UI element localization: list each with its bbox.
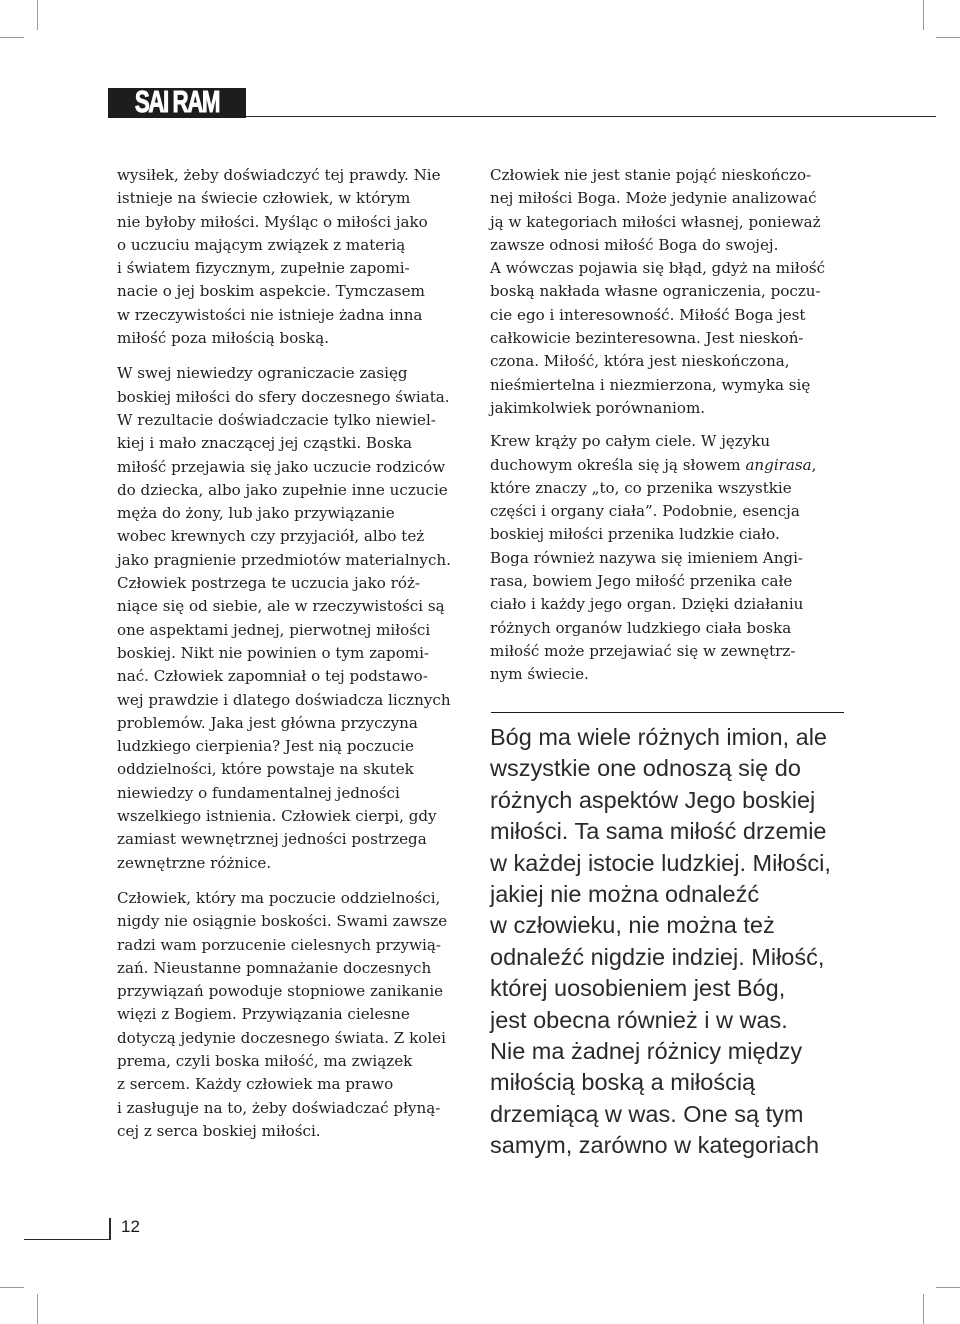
- text-line: więzi z Bogiem. Przywiązania cielesne: [117, 1005, 410, 1024]
- text-line: cie ego i interesowność. Miłość Boga jest: [490, 305, 806, 324]
- text-line: boskiej. Nikt nie powinien o tym zapomi-: [117, 643, 430, 662]
- pull-quote: [490, 722, 850, 1161]
- text-line: jakimkolwiek porównaniom.: [490, 398, 706, 417]
- quote-line: której uosobieniem jest Bóg,: [490, 975, 786, 1002]
- text-line: ją w kategoriach miłości własnej, ponieważ: [490, 212, 821, 231]
- page-number: 12: [121, 1217, 140, 1236]
- italic-term: angirasa: [745, 455, 812, 474]
- quote-line: odnaleźć nigdzie indziej. Miłość,: [490, 943, 825, 970]
- text-line: i światem fizycznym, zupełnie zapomi-: [117, 259, 410, 278]
- quote-line: samym, zarówno w kategoriach: [490, 1132, 820, 1159]
- crop-mark: [37, 1294, 38, 1324]
- quote-divider: [491, 712, 844, 713]
- text-line: prema, czyli boska miłość, ma związek: [117, 1051, 413, 1070]
- brand-title: SAI RAM: [134, 84, 220, 119]
- text-line: do dziecka, albo jako zupełnie inne uczucie: [117, 480, 448, 499]
- text-line: części i organy ciała”. Podobnie, esencja: [490, 502, 800, 521]
- text-line: wobec krewnych czy przyjaciół, albo też: [117, 527, 425, 546]
- crop-mark: [936, 1287, 960, 1288]
- text-line: radzi wam porzucenie cielesnych przywią-: [117, 935, 441, 954]
- text-line: Człowiek, który ma poczucie oddzielności,: [117, 888, 441, 907]
- footer-divider: [109, 1218, 111, 1240]
- text-line: wszelkiego istnienia. Człowiek cierpi, gdy: [117, 807, 437, 826]
- quote-line: w człowieku, nie można też: [490, 912, 775, 939]
- text-line: o uczuciu mającym związek z materią: [117, 235, 406, 254]
- text-line: zań. Nieustanne pomnażanie doczesnych: [117, 958, 432, 977]
- text-line: nie byłoby miłości. Myśląc o miłości jako: [117, 212, 428, 231]
- text-line: z sercem. Każdy człowiek ma prawo: [117, 1075, 394, 1094]
- text-line: ciało i każdy jego organ. Dzięki działaniu: [490, 595, 804, 614]
- text-line: problemów. Jaka jest główna przyczyna: [117, 713, 418, 732]
- paragraph: [117, 362, 477, 875]
- quote-line: Nie ma żadnej różnicy między: [490, 1037, 803, 1064]
- text-line: w rzeczywistości nie istnieje żadna inna: [117, 305, 423, 324]
- paragraph: [490, 164, 860, 420]
- text-line: całkowicie bezinteresowna. Jest nieskoń-: [490, 329, 804, 348]
- text-line: wej prawdzie i dlatego doświadcza licznych: [117, 690, 451, 709]
- text-line: zewnętrzne różnice.: [117, 853, 272, 872]
- crop-mark: [923, 0, 924, 30]
- text-line: niące się od siebie, ale w rzeczywistości są: [117, 597, 445, 616]
- text-line: czona. Miłość, która jest nieskończona,: [490, 352, 790, 371]
- text-line: oddzielności, które powstaje na skutek: [117, 760, 414, 779]
- text-line: Krew krąży po całym ciele. W języku: [490, 432, 771, 451]
- quote-line: jakiej nie można odnaleźć: [490, 880, 760, 907]
- text-line: kiej i mało znaczącej jej cząstki. Boska: [117, 434, 412, 453]
- text-line: zawsze odnosi miłość Boga do swojej.: [490, 235, 779, 254]
- text-line: które znaczy „to, co przenika wszystkie: [490, 478, 792, 497]
- header-brand-bar: [108, 84, 246, 119]
- text-line: różnych organów ludzkiego ciała boska: [490, 618, 792, 637]
- quote-line: miłości. Ta sama miłość drzemie: [490, 818, 827, 845]
- crop-mark: [0, 37, 24, 38]
- paragraph: [490, 430, 860, 686]
- text-line: boską nakłada własne ograniczenia, poczu-: [490, 282, 821, 301]
- text-line: W rezultacie doświadczacie tylko niewiel-: [117, 410, 436, 429]
- text-line: dotyczą jedynie doczesnego świata. Z kolei: [117, 1028, 446, 1047]
- quote-line: w każdej istocie ludzkiej. Miłości,: [490, 849, 831, 876]
- text-line: miłość może przejawiać się w zewnętrz-: [490, 641, 796, 660]
- text-line: one aspektami jednej, pierwotnej miłości: [117, 620, 431, 639]
- left-column: [117, 164, 477, 1143]
- text-line: przywiązań powoduje stopniowe zanikanie: [117, 982, 444, 1001]
- text-line: nieśmiertelna i niezmierzona, wymyka się: [490, 375, 811, 394]
- text-line: i zasługuje na to, żeby doświadczać płyną-: [117, 1098, 441, 1117]
- text-line: cej z serca boskiej miłości.: [117, 1121, 321, 1140]
- text-line: W swej niewiedzy ograniczacie zasięg: [117, 364, 408, 383]
- text-line: boskiej miłości przenika ludzkie ciało.: [490, 525, 780, 544]
- crop-mark: [936, 37, 960, 38]
- crop-mark: [37, 0, 38, 30]
- text-line: nać. Człowiek zapomniał o tej podstawo-: [117, 667, 428, 686]
- quote-line: wszystkie one odnoszą się do: [490, 755, 801, 782]
- text-line: niewiedzy o fundamentalnej jedności: [117, 783, 400, 802]
- text-segment: duchowym określa się ją słowem: [490, 455, 746, 474]
- text-line: miłość poza miłością boską.: [117, 329, 329, 348]
- text-line: istnieje na świecie człowiek, w którym: [117, 189, 411, 208]
- crop-mark: [923, 1294, 924, 1324]
- text-line: A wówczas pojawia się błąd, gdyż na miłość: [490, 259, 826, 278]
- quote-line: miłością boską a miłością: [490, 1069, 756, 1096]
- footer-rule: [24, 1239, 110, 1240]
- crop-mark: [0, 1287, 24, 1288]
- quote-line: Bóg ma wiele różnych imion, ale: [490, 724, 827, 750]
- quote-line: drzemiącą w was. One są tym: [490, 1100, 804, 1127]
- paragraph: [117, 887, 477, 1143]
- text-line: wysiłek, żeby doświadczyć tej prawdy. Nie: [117, 166, 441, 184]
- text-line: nigdy nie osiągnie boskości. Swami zawsze: [117, 912, 448, 931]
- text-line: jako pragnienie przedmiotów materialnych.: [117, 550, 451, 569]
- text-line: miłość przejawia się jako uczucie rodziców: [117, 457, 446, 476]
- text-line: nacie o jej boskim aspekcie. Tymczasem: [117, 282, 425, 301]
- quote-line: jest obecna również i w was.: [490, 1006, 788, 1033]
- text-segment: ,: [811, 455, 817, 474]
- header-rule: [246, 116, 936, 117]
- text-line: męża do żony, lub jako przywiązanie: [117, 504, 395, 523]
- text-line: nej miłości Boga. Może jedynie analizować: [490, 189, 817, 208]
- text-line: rasa, bowiem Jego miłość przenika całe: [490, 572, 793, 591]
- quote-line: różnych aspektów Jego boskiej: [490, 786, 816, 813]
- text-line: Boga również nazywa się imieniem Angi-: [490, 548, 804, 567]
- right-column: [490, 164, 860, 687]
- text-line: boskiej miłości do sfery doczesnego świata.: [117, 387, 450, 406]
- text-line: [490, 454, 860, 477]
- paragraph: [117, 164, 477, 350]
- text-line: nym świecie.: [490, 665, 589, 684]
- text-line: zamiast wewnętrznej jedności postrzega: [117, 830, 427, 849]
- text-line: Człowiek nie jest stanie pojąć nieskończo-: [490, 166, 812, 184]
- text-line: Człowiek postrzega te uczucia jako róż-: [117, 574, 421, 593]
- text-line: ludzkiego cierpienia? Jest nią poczucie: [117, 737, 414, 756]
